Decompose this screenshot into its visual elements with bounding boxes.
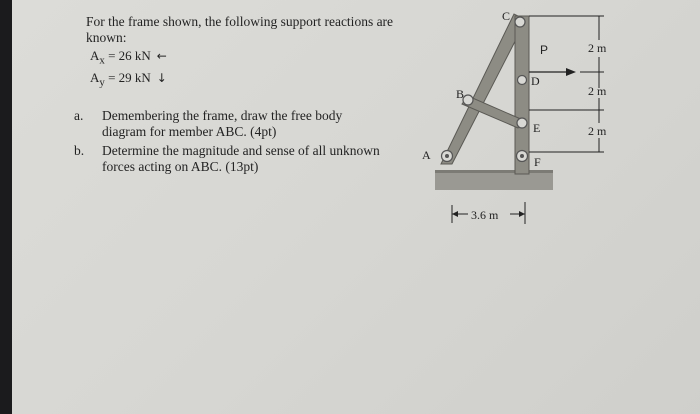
dim-label-1: 2 m [588, 41, 607, 55]
question-a-text: Demembering the frame, draw the free body diagram for member ABC. (4pt) [102, 108, 343, 139]
label-e: E [533, 121, 541, 135]
label-p: P [540, 43, 549, 57]
ground-surface [435, 170, 553, 173]
label-a: A [422, 148, 431, 162]
reaction-ay-value: = 29 kN [104, 70, 151, 85]
label-c: C [502, 9, 511, 23]
label-b: B [456, 87, 465, 101]
ground-base [435, 172, 553, 190]
dim-label-base: 3.6 m [471, 208, 499, 222]
arrow-down-icon: ↓ [156, 71, 167, 85]
pin-b [463, 95, 473, 105]
pin-c [515, 17, 525, 27]
reaction-ay-symbol: A [90, 70, 100, 85]
reaction-ax-subscript: x [99, 54, 105, 67]
load-p-arrowhead [566, 68, 576, 76]
member-abc [441, 14, 526, 164]
label-f: F [534, 155, 541, 169]
reaction-ax-value: = 26 kN [104, 48, 151, 63]
base-dim-arrow-right [519, 211, 525, 217]
reaction-ay-subscript: y [99, 76, 105, 89]
reaction-ax-symbol: A [90, 48, 100, 63]
question-b-text: Determine the magnitude and sense of all unknown forces acting on ABC. (13pt) [102, 143, 380, 174]
question-b-letter: b. [74, 143, 85, 158]
pin-d [518, 76, 527, 85]
dim-label-3: 2 m [588, 124, 607, 138]
arrow-left-icon: ← [156, 49, 167, 63]
pin-f-center [520, 154, 524, 158]
pin-e [517, 118, 527, 128]
base-dim-arrow-left [452, 211, 458, 217]
label-d: D [531, 74, 540, 88]
pin-a-center [445, 154, 449, 158]
dim-label-2: 2 m [588, 84, 607, 98]
problem-statement: For the frame shown, the following support reactions are known: [86, 14, 394, 45]
question-a-letter: a. [74, 108, 84, 123]
